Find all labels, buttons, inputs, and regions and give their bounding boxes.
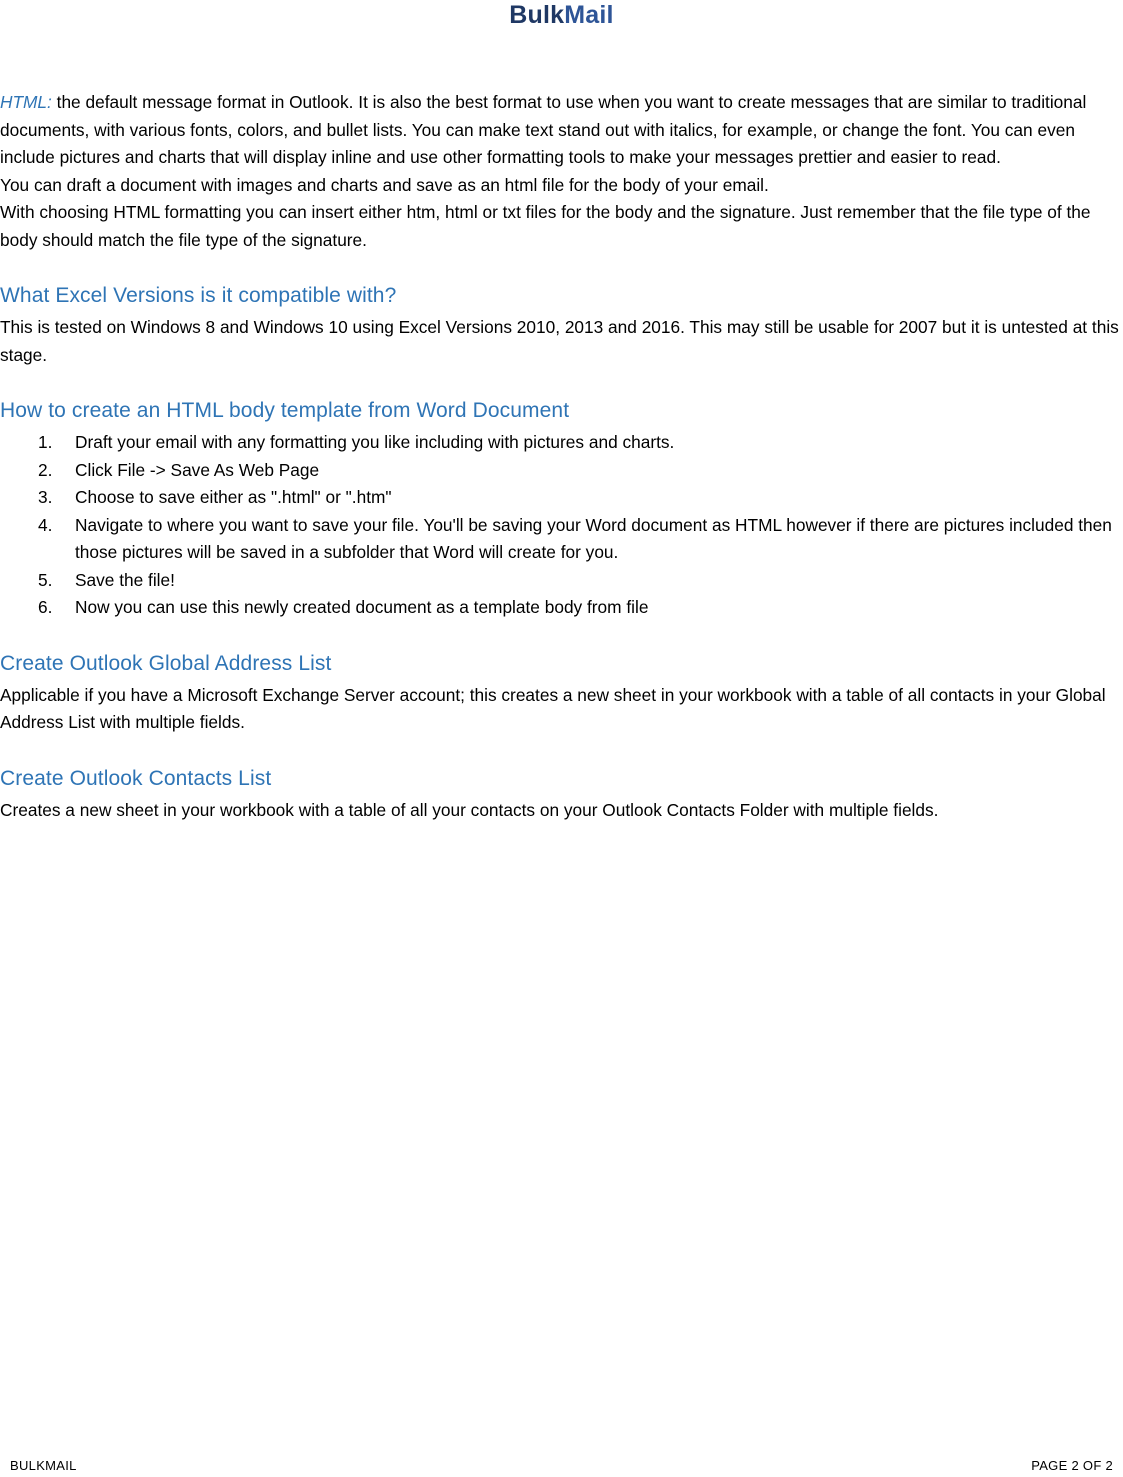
list-item: [0, 512, 1123, 567]
section-heading-compat: What Excel Versions is it compatible with?: [0, 284, 397, 307]
footer-page-number: PAGE 2 OF 2: [1031, 1458, 1113, 1473]
list-item: [0, 429, 1123, 457]
step-text: Now you can use this newly created document as a template body from file: [75, 597, 649, 617]
spacer: [0, 622, 1123, 650]
header-title-part2: Mail: [564, 1, 614, 29]
step-number: 2.: [38, 459, 53, 480]
intro-paragraph-2: You can draft a document with images and charts and save as an html file for the body of your email.: [0, 174, 769, 195]
list-item: [0, 457, 1123, 485]
step-number: 6.: [38, 597, 53, 617]
section-heading-gal: Create Outlook Global Address List: [0, 651, 332, 675]
section-heading-template: How to create an HTML body template from Word Document: [0, 399, 570, 422]
step-text: Save the file!: [75, 569, 175, 590]
step-text: Choose to save either as ".html" or ".htm": [75, 487, 392, 507]
spacer: [0, 737, 1123, 765]
step-number: 4.: [38, 514, 53, 535]
list-item: [0, 567, 1123, 595]
html-label: HTML:: [0, 92, 52, 112]
step-number: 5.: [38, 569, 53, 590]
step-text: Click File -> Save As Web Page: [75, 459, 320, 480]
step-number: 1.: [38, 432, 53, 452]
section-body-contacts: Creates a new sheet in your workbook with a table of all your contacts on your Outlook Contacts Folder with multiple fields.: [0, 799, 939, 820]
list-item: [0, 594, 1123, 622]
page-header-title: [0, 0, 1123, 30]
step-text: Draft your email with any formatting you like including with pictures and charts.: [75, 432, 675, 452]
intro-paragraph: [0, 89, 1123, 172]
list-item: [0, 484, 1123, 512]
footer-left-label: BULKMAIL: [10, 1458, 77, 1473]
step-number: 3.: [38, 487, 53, 507]
intro-paragraph-text: the default message format in Outlook. It is also the best format to use when you want to create messages that are similar to traditional documents, with various fonts, colors, and bullet lists. You can make text stand out with italics, for example, or change the font. You can even include pictures and charts that will display inline and use other formatting tools to make your messages prettier and easier to read.: [0, 92, 1087, 167]
intro-paragraph-3: With choosing HTML formatting you can insert either htm, html or txt files for the body and the signature. Just remember that the file type of the body should match the file type of the signature.: [0, 202, 1091, 250]
template-steps-list: [0, 429, 1123, 622]
document-body: [0, 89, 1123, 824]
page-footer: [10, 1458, 1113, 1474]
spacer: [0, 254, 1123, 282]
section-body-gal: Applicable if you have a Microsoft Exchange Server account; this creates a new sheet in your workbook with a table of all contacts in your Global Address List with multiple fields.: [0, 684, 1106, 732]
section-body-compat: This is tested on Windows 8 and Windows 10 using Excel Versions 2010, 2013 and 2016. This may still be usable for 2007 but it is untested at this stage.: [0, 317, 1119, 365]
spacer: [0, 369, 1123, 397]
section-heading-contacts: Create Outlook Contacts List: [0, 766, 272, 790]
step-text: Navigate to where you want to save your file. You'll be saving your Word document as HTML however if there are pictures included then those pictures will be saved in a subfolder that Word will create for you.: [75, 514, 1112, 562]
header-title-part1: Bulk: [509, 1, 565, 29]
